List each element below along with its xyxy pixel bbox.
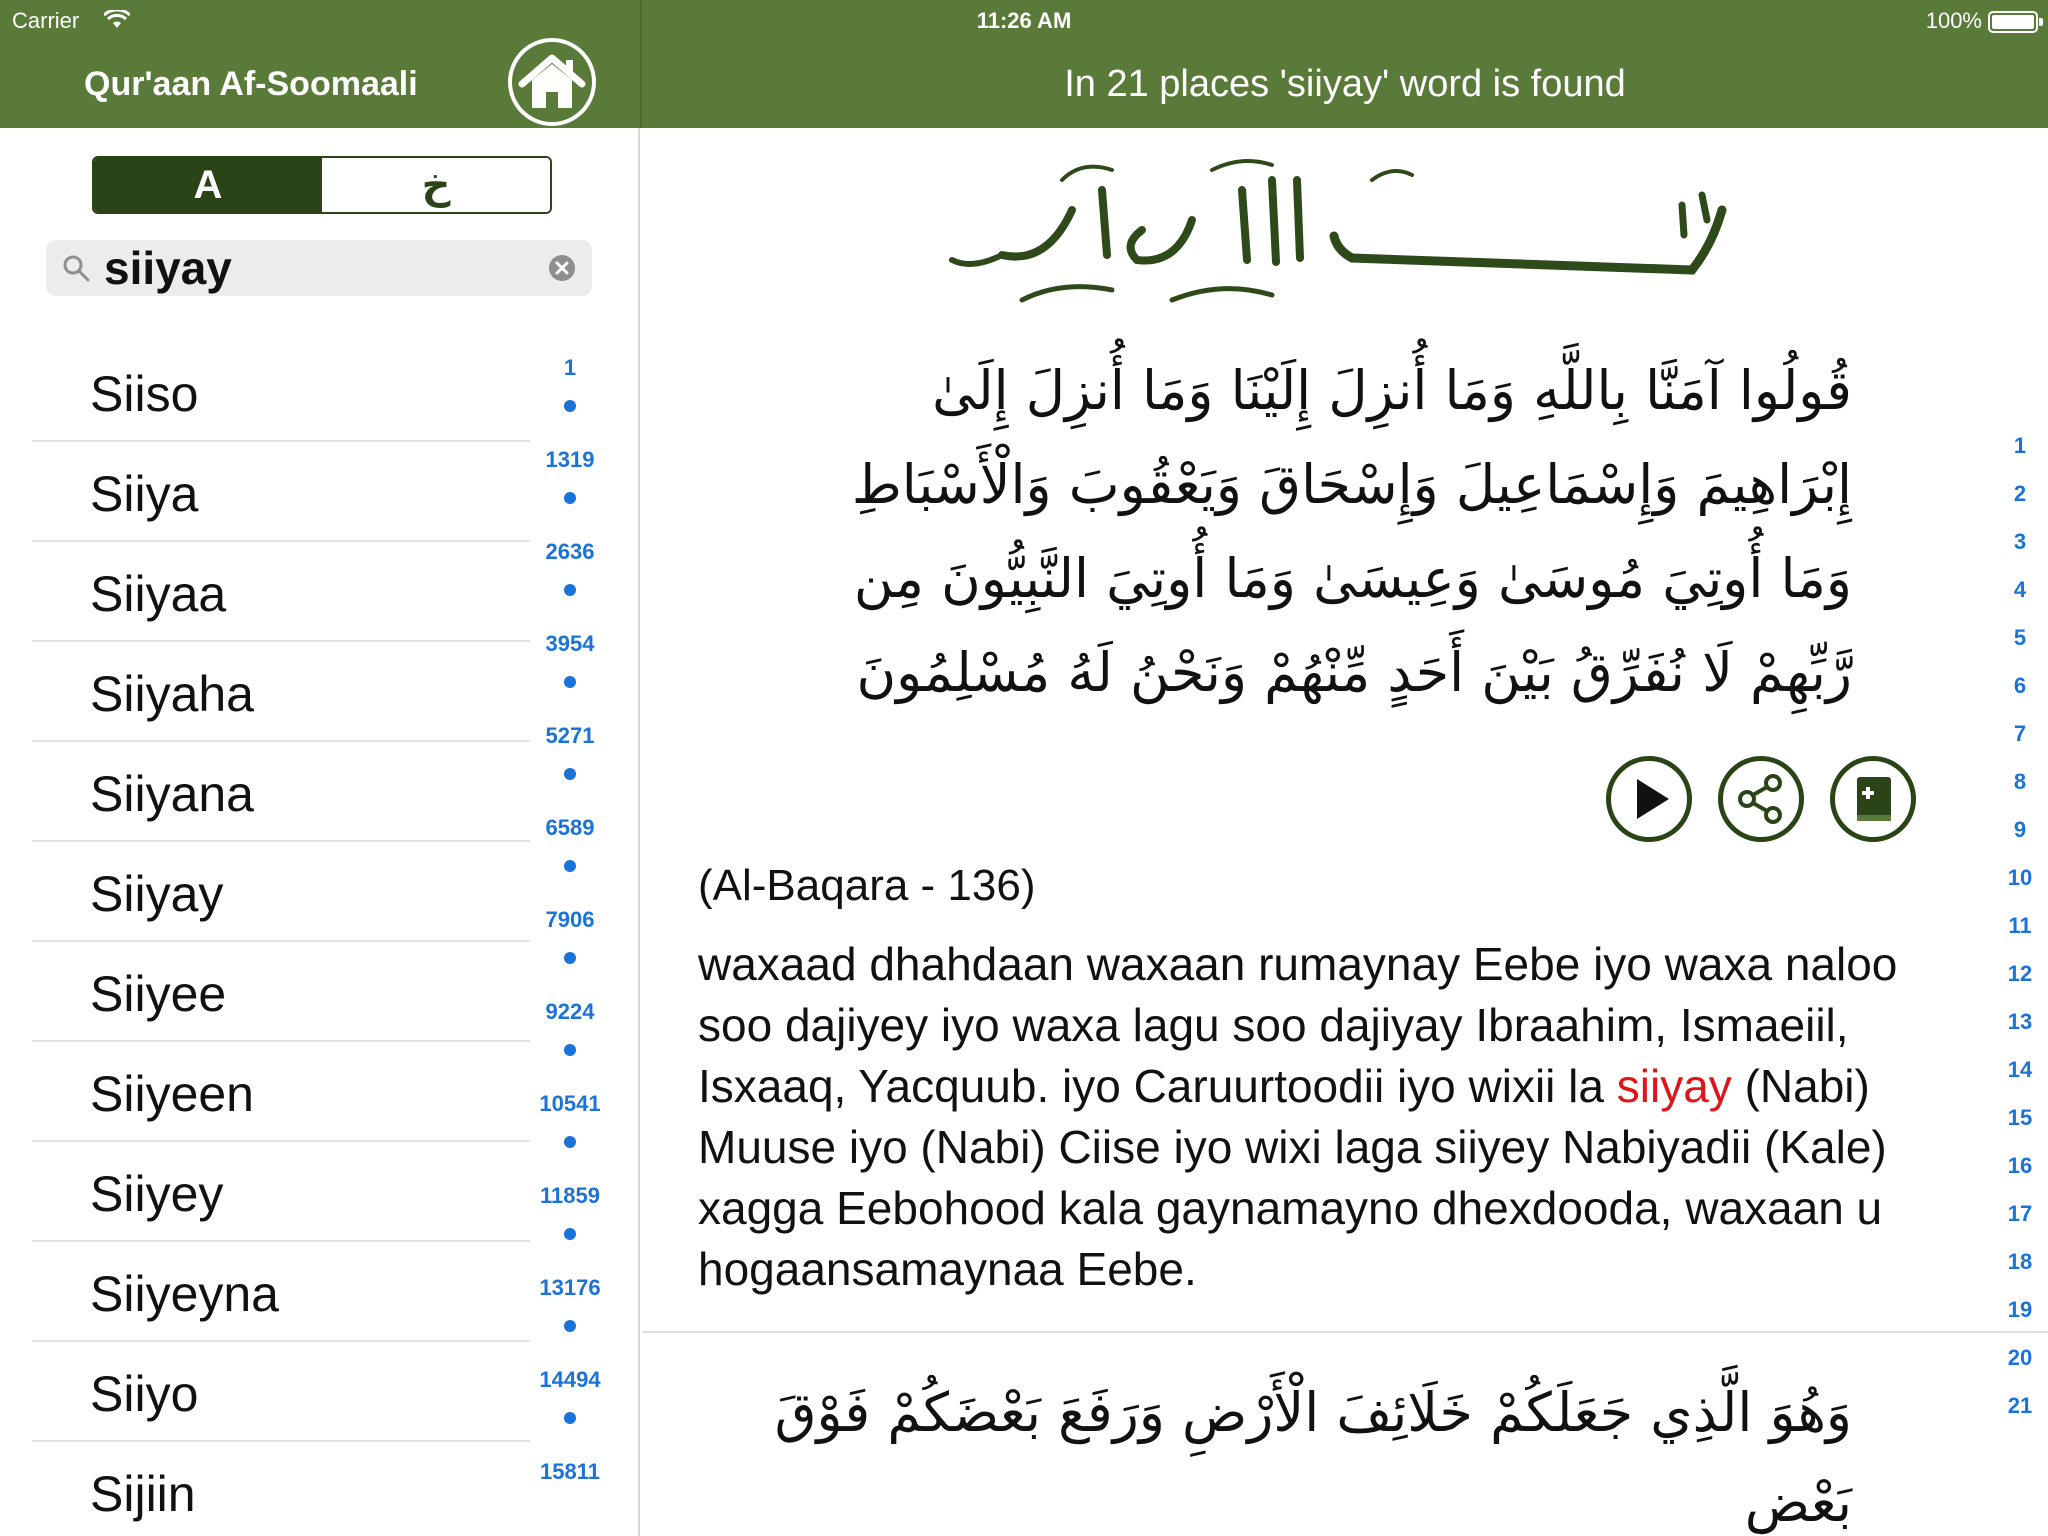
word-search-panel: [0, 128, 640, 1536]
list-item[interactable]: [0, 1442, 640, 1536]
section-index-dot: [564, 952, 576, 964]
section-index-number[interactable]: 5271: [545, 723, 595, 748]
list-item-label: Siiyeen: [90, 1066, 254, 1122]
section-index-dot: [564, 1320, 576, 1332]
verse-index-number[interactable]: 6: [2013, 673, 2027, 698]
battery-icon: [1988, 11, 2038, 33]
verse-index-number[interactable]: 17: [2007, 1201, 2033, 1226]
bookmark-button[interactable]: [1830, 756, 1916, 842]
language-segmented-control: [92, 156, 552, 214]
list-item-label: Siiyeyna: [90, 1266, 279, 1322]
verse-index-number[interactable]: 3: [2013, 529, 2027, 554]
clear-icon[interactable]: [548, 254, 576, 282]
section-index-number[interactable]: 10541: [539, 1091, 601, 1116]
section-index-dot: [564, 1044, 576, 1056]
section-index-dot: [564, 860, 576, 872]
list-item-label: Siiyee: [90, 966, 227, 1022]
clock: 11:26 AM: [976, 8, 1072, 33]
section-index-number[interactable]: 2636: [545, 539, 595, 564]
list-item-label: Siiyana: [90, 766, 254, 822]
search-input[interactable]: siiyay: [104, 242, 232, 294]
section-index-dot: [564, 400, 576, 412]
list-item[interactable]: [0, 942, 640, 1042]
segment-latin[interactable]: A: [94, 158, 322, 212]
app-title: Qur'aan Af-Soomaali: [84, 65, 418, 103]
verse-separator: [642, 1331, 2048, 1333]
verse-index-number[interactable]: 15: [2007, 1105, 2033, 1130]
section-index-number[interactable]: 7906: [545, 907, 595, 932]
share-icon: [1723, 761, 1799, 837]
verse-index-number[interactable]: 18: [2007, 1249, 2033, 1274]
section-index-number[interactable]: 11859: [540, 1183, 600, 1208]
section-index-dot: [564, 492, 576, 504]
verse-index-number[interactable]: 8: [2013, 769, 2027, 794]
verse-index-number[interactable]: 12: [2007, 961, 2033, 986]
section-index-number[interactable]: 15811: [540, 1459, 600, 1484]
segment-arabic[interactable]: خ: [322, 158, 550, 212]
carrier-label: Carrier: [12, 8, 80, 33]
section-index-dot: [564, 1136, 576, 1148]
search-icon: [62, 254, 90, 282]
basmala-calligraphy: [942, 150, 1742, 330]
word-list: [0, 342, 640, 1536]
list-item-label: Siiyaa: [90, 566, 227, 622]
verse-reference: (Al-Baqara - 136): [698, 861, 1036, 910]
battery-fill: [1992, 15, 2034, 29]
verse-index-number[interactable]: 4: [2013, 577, 2027, 602]
section-index-number[interactable]: 1319: [545, 447, 595, 472]
share-button[interactable]: [1718, 756, 1804, 842]
highlighted-search-word: siiyay: [1616, 1060, 1732, 1112]
verse-index-number[interactable]: 1: [2013, 433, 2027, 458]
results-panel: [642, 128, 2048, 1536]
section-index-number[interactable]: 6589: [545, 815, 595, 840]
section-index-dot: [564, 676, 576, 688]
list-item-label: Siiya: [90, 466, 199, 522]
search-bar[interactable]: [46, 240, 592, 296]
translation-text-after: (Nabi) Muuse iyo (Nabi) Ciise iyo wixi laga siiyey Nabiyadii (Kale) xagga Eebohood kala gaynamayno dhexdooda, waxaan u hogaansamaynaa Eebe.: [698, 1060, 1887, 1295]
verse-arabic: قُولُوا آمَنَّا بِاللَّهِ وَمَا أُنزِلَ إِلَيْنَا وَمَا أُنزِلَ إِلَىٰ إِبْرَاهِيمَ وَإِسْمَاعِيلَ وَإِسْحَاقَ وَيَعْقُوبَ وَالْأَسْبَاطِ وَمَا أُوتِيَ مُوسَىٰ وَعِيسَىٰ وَمَا أُوتِيَ النَّبِيُّونَ مِن رَّبِّهِمْ لَا نُفَرِّقُ بَيْنَ أَحَدٍ مِّنْهُمْ وَنَحْنُ لَهُ مُسْلِمُونَ: [851, 359, 1852, 704]
verse-index-number[interactable]: 9: [2013, 817, 2027, 842]
verse-index-number[interactable]: 7: [2013, 721, 2027, 746]
section-index-dot: [564, 1412, 576, 1424]
verse-index-number[interactable]: 5: [2013, 625, 2027, 650]
verse-index-number[interactable]: 11: [2008, 913, 2032, 938]
section-index-number[interactable]: 3954: [545, 631, 595, 656]
verse-translation: [698, 934, 1958, 1300]
play-button[interactable]: [1606, 756, 1692, 842]
verse-index-number[interactable]: 13: [2007, 1009, 2033, 1034]
battery-percent: 100%: [1925, 8, 1982, 33]
list-item-label: Siiyo: [90, 1366, 199, 1422]
list-item-label: Sijiin: [90, 1466, 196, 1522]
verse-index-number[interactable]: 14: [2007, 1057, 2033, 1082]
list-item-label: Siiyay: [90, 866, 224, 922]
top-bar: [0, 0, 2048, 128]
play-icon: [1611, 761, 1687, 837]
verse-index-number[interactable]: 20: [2007, 1345, 2033, 1370]
verse-index-number[interactable]: 2: [2013, 481, 2027, 506]
translation-text-before: waxaad dhahdaan waxaan rumaynay Eebe iyo waxa naloo soo dajiyey iyo waxa lagu soo dajiyay Ibraahim, Ismaeiil, Isxaaq, Yacquub. iyo Caruurtoodii iyo wixii la: [698, 938, 1898, 1112]
section-index-number[interactable]: 13176: [539, 1275, 601, 1300]
list-item-label: Siiso: [90, 366, 199, 422]
section-index-dot: [564, 1228, 576, 1240]
section-index-number[interactable]: 1: [563, 355, 577, 380]
verse-index-number[interactable]: 19: [2007, 1297, 2033, 1322]
search-result-title: In 21 places 'siiyay' word is found: [1064, 63, 1626, 105]
list-item-label: Siiyaha: [90, 666, 254, 722]
next-verse-arabic: وَهُوَ الَّذِي جَعَلَكُمْ خَلَائِفَ الْأَرْضِ وَرَفَعَ بَعْضَكُمْ فَوْقَ بَعْضٍ: [774, 1381, 1852, 1534]
bookmark-icon: [1835, 761, 1911, 837]
home-icon: [512, 42, 592, 122]
section-index-number[interactable]: 14494: [539, 1367, 601, 1392]
section-index-dot: [564, 584, 576, 596]
section-index-number[interactable]: 9224: [545, 999, 595, 1024]
verse-index-number[interactable]: 16: [2007, 1153, 2033, 1178]
section-index-dot: [564, 768, 576, 780]
home-button[interactable]: [508, 38, 596, 126]
verse-index-number[interactable]: 21: [2007, 1393, 2033, 1418]
verse-index-number[interactable]: 10: [2007, 865, 2033, 890]
list-item-label: Siiyey: [90, 1166, 224, 1222]
